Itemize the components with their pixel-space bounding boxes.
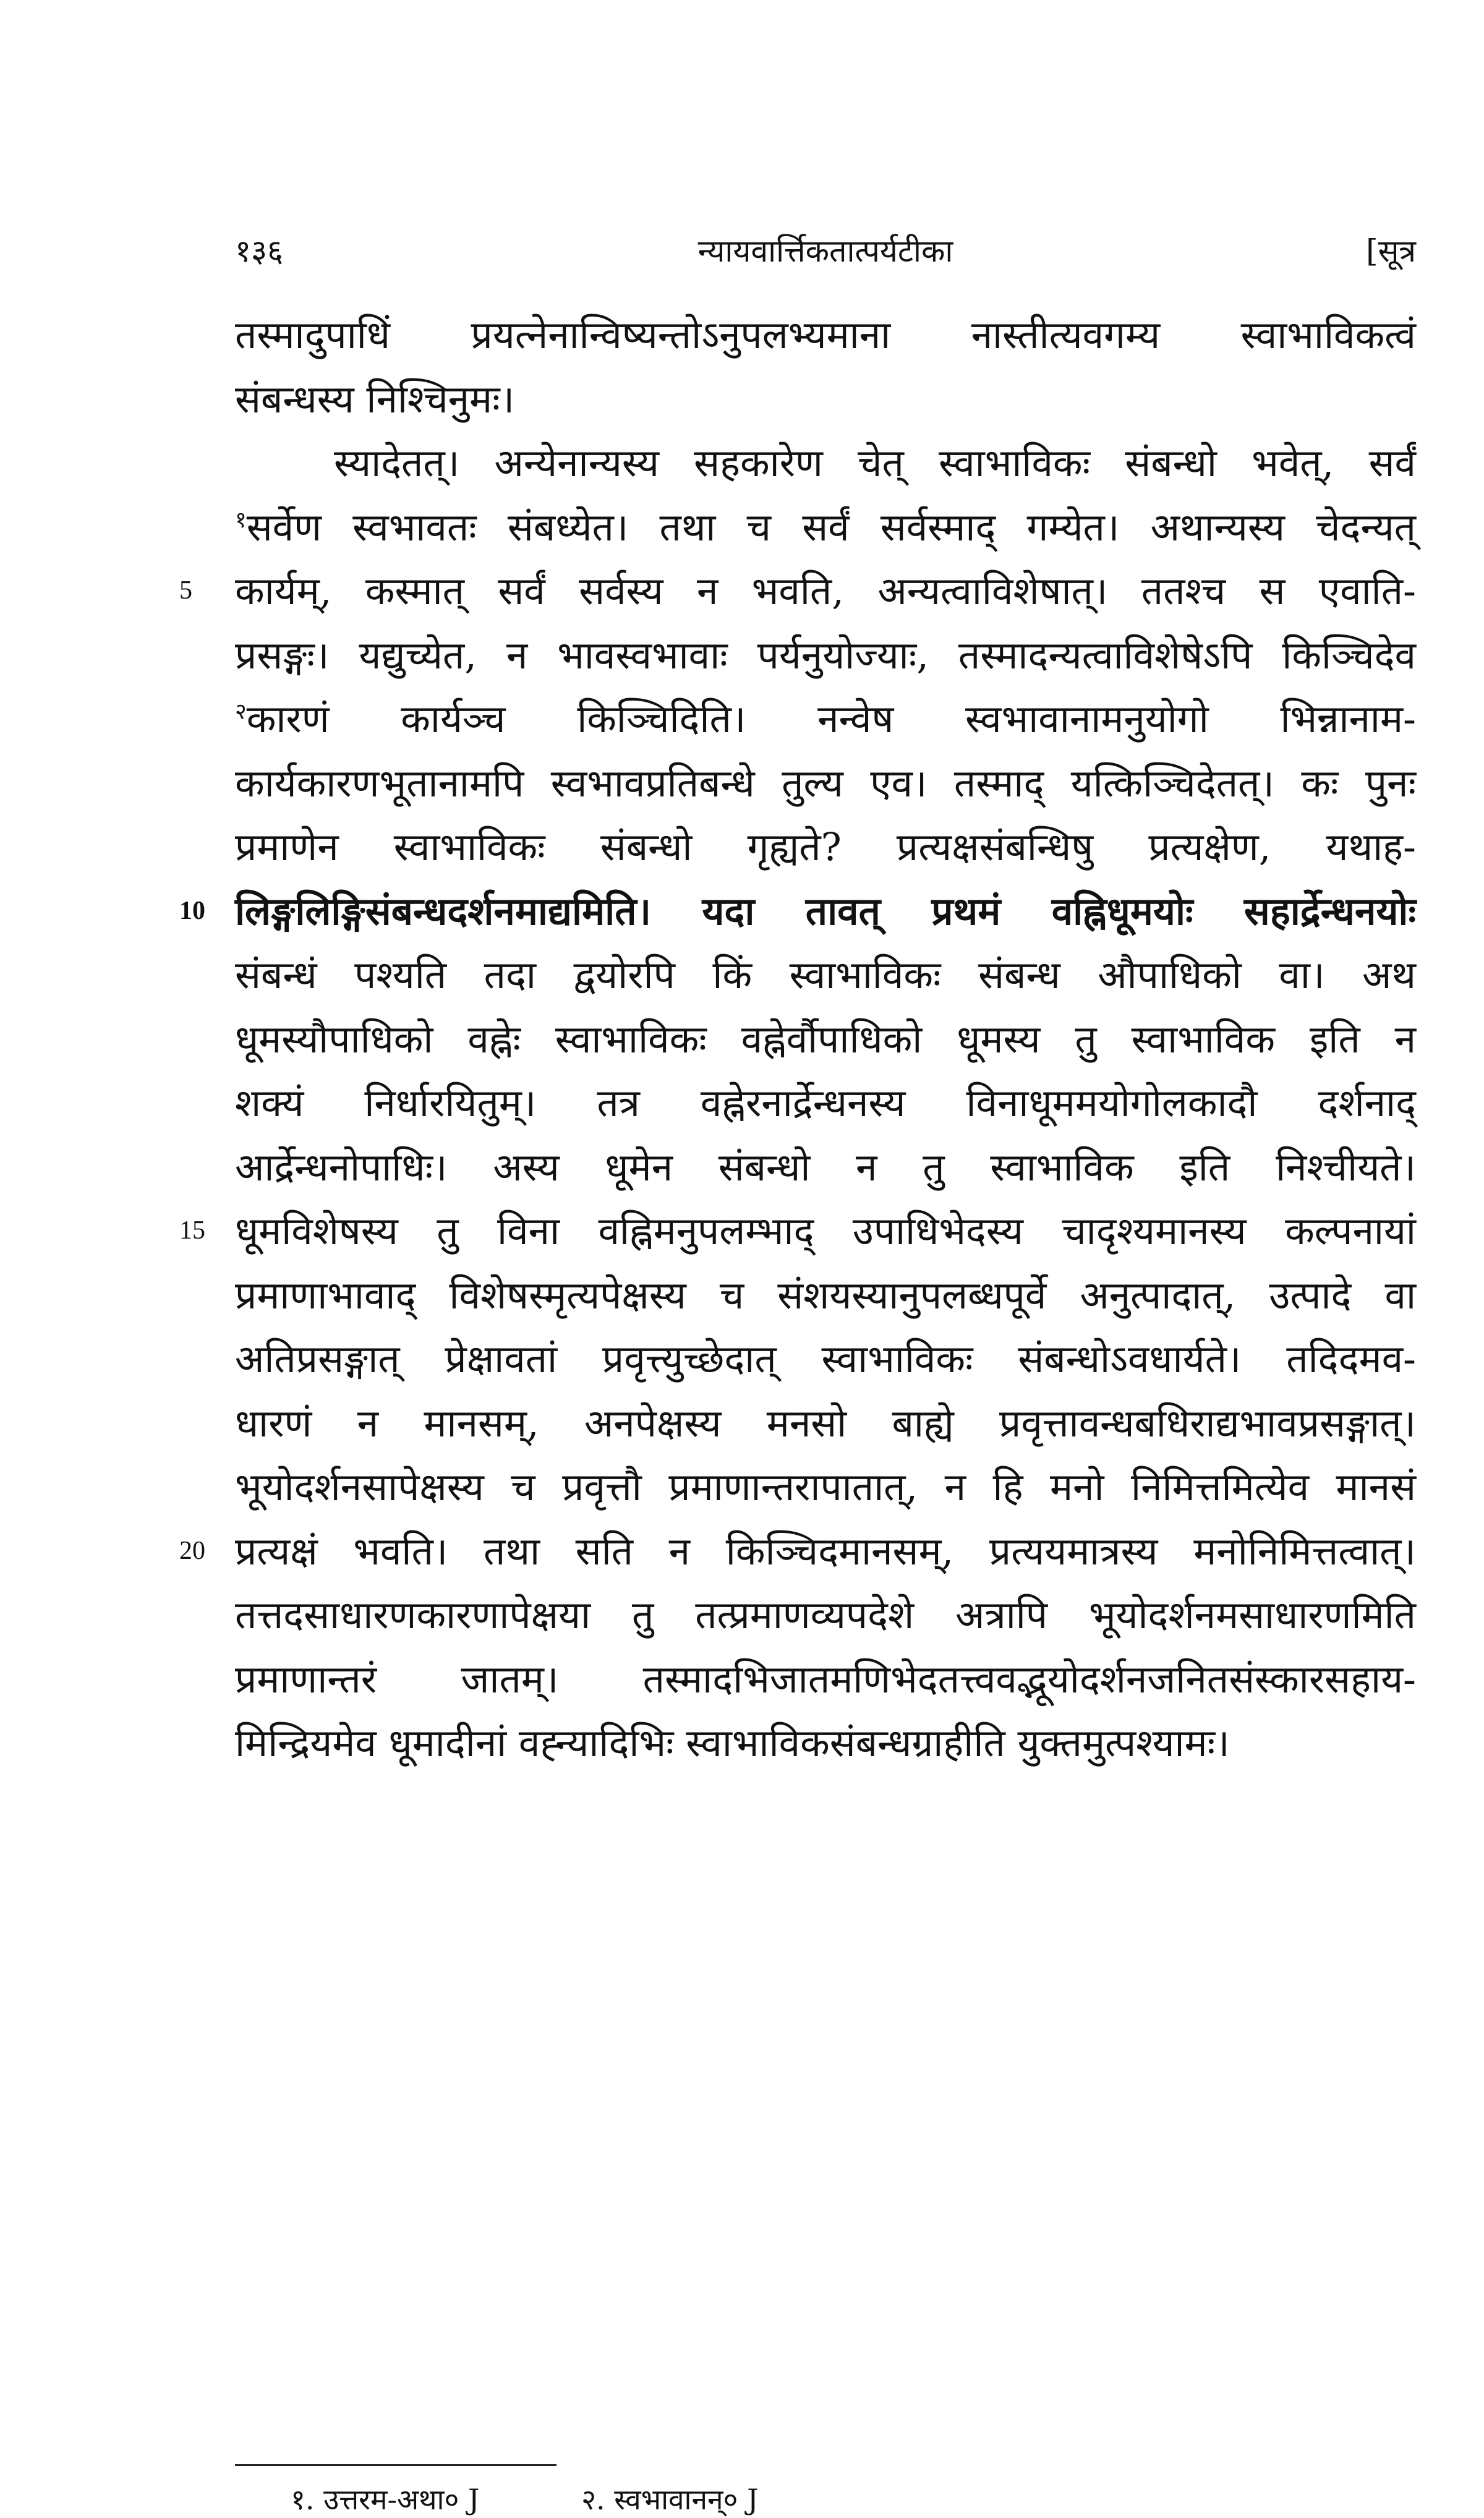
text-line: मिन्द्रियमेव धूमादीनां वह्न्यादिभिः स्वाभाविकसंबन्धग्राहीति युक्तमुत्पश्यामः।: [235, 1720, 1230, 1765]
text-line: शक्यं निर्धारयितुम्। तत्र वह्नेरनार्द्रेन्धनस्य विनाधूममयोगोलकादौ दर्शनाद्: [235, 1080, 1416, 1125]
footnote: २. स्वभावानन्० J: [581, 2483, 759, 2516]
text-line: आर्द्रेन्धनोपाधिः। अस्य धूमेन संबन्धो न तु स्वाभाविक इति निश्चीयते।: [235, 1144, 1416, 1190]
text-line: 15 धूमविशेषस्य तु विना वह्निमनुपलम्भाद् उपाधिभेदस्य चादृश्यमानस्य कल्पनायां: [235, 1199, 1416, 1263]
text-line: संबन्धस्य निश्चिनुमः।: [235, 376, 515, 422]
text-line: अतिप्रसङ्गात् प्रेक्षावतां प्रवृत्त्युच्छेदात् स्वाभाविकः संबन्धोऽवधार्यते। तदिदमव-: [235, 1336, 1416, 1381]
line-number: 20: [179, 1536, 205, 1565]
text-line: तस्मादुपाधिं प्रयत्नेनान्विष्यन्तोऽनुपलभ्यमाना नास्तीत्यवगम्य स्वाभाविकत्वं: [235, 312, 1416, 357]
text-line: धारणं न मानसम्, अनपेक्षस्य मनसो बाह्ये प्रवृत्तावन्धबधिराद्यभावप्रसङ्गात्।: [235, 1400, 1416, 1446]
footnote-marker: २: [235, 699, 247, 725]
text-line: प्रमाणेन स्वाभाविकः संबन्धो गृह्यते? प्रत्यक्षसंबन्धिषु प्रत्यक्षेण, यथाह-: [235, 824, 1416, 869]
text-line: स्यादेतत्। अन्येनान्यस्य सहकारेण चेत् स्वाभाविकः संबन्धो भवेत्, सर्वं: [334, 440, 1416, 485]
running-title: न्यायवार्त्तिकतात्पर्यटीका: [697, 233, 953, 269]
text-body: [179, 303, 1416, 1775]
text-line: संबन्धं पश्यति तदा द्वयोरपि किं स्वाभाविकः संबन्ध औपाधिको वा। अथ: [235, 952, 1416, 997]
line-number: 5: [179, 576, 192, 605]
footnote-rule: [235, 2464, 556, 2466]
text-line: प्रसङ्गः। यद्युच्येत, न भावस्वभावाः पर्यनुयोज्याः, तस्मादन्यत्वाविशेषेऽपि किञ्चिदेव: [235, 632, 1416, 678]
text-line: धूमस्यौपाधिको वह्नेः स्वाभाविकः वह्नेर्वौपाधिको धूमस्य तु स्वाभाविक इति न: [235, 1016, 1416, 1062]
text-line: तत्तदसाधारणकारणापेक्षया तु तत्प्रमाणव्यपदेशे अत्रापि भूयोदर्शनमसाधारणमिति: [235, 1592, 1416, 1637]
text-line: प्रमाणान्तरं जातम्। तस्मादभिजातमणिभेदतत्त्ववद्भूयोदर्शनजनितसंस्कारसहाय-: [235, 1656, 1416, 1702]
text-line: प्रमाणाभावाद् विशेषस्मृत्यपेक्षस्य च संशयस्यानुपलब्धपूर्वे अनुत्पादात्, उत्पादे वा: [235, 1272, 1416, 1318]
text-line: 5 कार्यम्, कस्मात् सर्वं सर्वस्य न भवति, अन्यत्वाविशेषात्। ततश्च स एवाति-: [235, 559, 1416, 623]
text-line: $^१$सर्वेण स्वभावतः संबध्येत। तथा च सर्वं सर्वस्माद् गम्येत। अथान्यस्य चेदन्यत्: [235, 504, 1416, 550]
text-line: भूयोदर्शनसापेक्षस्य च प्रवृत्तौ प्रमाणान्तरापातात्, न हि मनो निमित्तमित्येव मानसं: [235, 1464, 1416, 1509]
text-line: $^२$कारणं कार्यञ्च किञ्चिदिति। नन्वेष स्वभावानामनुयोगो भिन्नानाम-: [235, 696, 1416, 741]
section-label: [सूत्र: [1366, 233, 1416, 269]
running-header: [235, 229, 1416, 278]
line-number: 10: [179, 896, 205, 925]
footnotes: [291, 2480, 971, 2518]
footnote-marker: १: [235, 506, 247, 532]
line-number: 15: [179, 1216, 205, 1245]
page-number: १३६: [235, 233, 283, 269]
text-line: 20 प्रत्यक्षं भवति। तथा सति न किञ्चिदमानसम्, प्रत्ययमात्रस्य मनोनिमित्तत्वात्।: [235, 1519, 1416, 1584]
text-line: कार्यकारणभूतानामपि स्वभावप्रतिबन्धे तुल्य एव। तस्माद् यत्किञ्चिदेतत्। कः पुनः: [235, 760, 1416, 806]
text-line: 10 लिङ्गलिङ्गिसंबन्धदर्शनमाद्यमिति। यदा तावत् प्रथमं वह्निधूमयोः सहार्द्रेन्धनयोः: [235, 879, 1416, 944]
footnote: १. उत्तरम-अथा० J: [291, 2483, 480, 2516]
